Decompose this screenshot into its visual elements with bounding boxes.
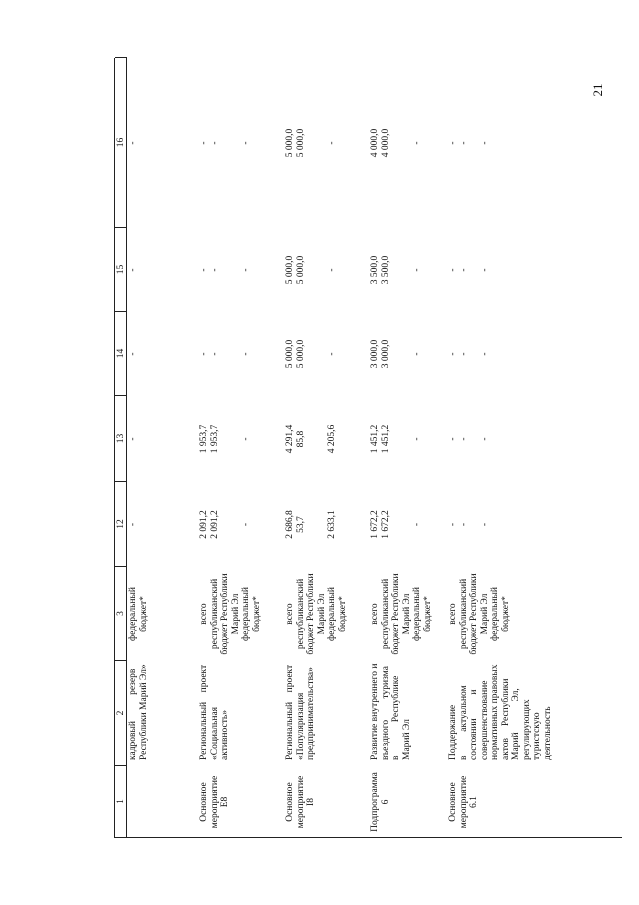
cell-line [317, 60, 328, 226]
cell-line: 5 000,0 [285, 128, 295, 158]
header-col-4: 12 [115, 481, 127, 566]
cell-line: - [327, 352, 337, 356]
value-cell-col-12 [199, 482, 252, 567]
cell-line: 3 500,0 [370, 255, 380, 285]
cell-line: - [412, 141, 422, 145]
cell-line: 5 000,0 [285, 339, 295, 369]
header-col-6: 14 [115, 311, 127, 395]
value-cell-col-13 [448, 396, 501, 482]
cell-line [231, 60, 242, 226]
cell-line: Марий Эл [230, 593, 241, 635]
cell-line: 2 091,2 [199, 510, 209, 539]
cell-line [231, 314, 242, 394]
header-col-2: 2 [115, 660, 127, 765]
value-cell-col-14 [128, 312, 139, 396]
cell-line [220, 230, 231, 310]
cell-line: - [448, 522, 458, 527]
value-cell-col-12 [285, 482, 338, 567]
cell-line: - [128, 522, 138, 527]
cell-line: - [448, 437, 458, 441]
cell-line: актов Республики [500, 678, 511, 760]
cell-line [391, 60, 402, 226]
cell-line: - [479, 352, 490, 356]
program-code-cell [285, 766, 317, 838]
cell-line: мероприятие [209, 775, 220, 829]
cell-line: - [327, 268, 337, 272]
cell-line: - [412, 352, 422, 356]
value-cell-col-12 [128, 482, 139, 567]
cell-line [317, 484, 328, 565]
header-col-5: 13 [115, 395, 127, 481]
cell-line [220, 484, 231, 565]
cell-line: - [458, 352, 469, 356]
cell-line: - [479, 268, 490, 272]
cell-line: федеральный [327, 587, 337, 641]
cell-line: 1 672,2 [370, 510, 380, 539]
cell-line: Поддержание [448, 704, 458, 760]
cell-line: бюджет* [422, 596, 433, 632]
cell-line: бюджет* [500, 596, 511, 632]
cell-line: «Социальная [209, 706, 220, 760]
value-cell-col-16 [448, 58, 501, 228]
cell-line: - [241, 522, 251, 527]
cell-line [317, 398, 328, 480]
cell-line: Республики Марий Эл» [138, 664, 149, 760]
cell-line: - [199, 352, 209, 356]
cell-line [391, 230, 402, 310]
cell-line [306, 230, 317, 310]
cell-line: 1 451,2 [380, 424, 391, 454]
program-name-cell [370, 663, 412, 762]
program-name-cell [285, 663, 317, 762]
table-rotation-frame [114, 58, 622, 838]
page-number: 21 [590, 83, 605, 97]
cell-line: 1 953,7 [209, 424, 220, 454]
cell-line: - [199, 141, 209, 145]
cell-line [317, 314, 328, 394]
cell-line: - [209, 268, 220, 272]
cell-line: предпринимательства» [306, 667, 316, 760]
cell-line: бюджет Республики [391, 573, 401, 655]
cell-line [402, 60, 413, 226]
cell-line: федеральный [412, 587, 422, 641]
cell-line: - [199, 268, 209, 272]
value-cell-col-14 [285, 312, 338, 396]
cell-line: бюджет Республики [469, 573, 479, 655]
cell-line: 1 672,2 [380, 510, 391, 539]
cell-line: 6.1 [469, 796, 479, 808]
cell-line: 4 000,0 [380, 128, 391, 158]
cell-line: Основное [199, 782, 209, 822]
header-col-1: 1 [115, 765, 127, 837]
cell-line: 5 000,0 [295, 339, 306, 369]
cell-line: Основное [448, 782, 458, 822]
cell-line: I8 [306, 798, 316, 806]
cell-line: 2 686,8 [285, 510, 295, 539]
cell-line: 1 953,7 [199, 424, 209, 454]
cell-line [469, 484, 480, 565]
cell-line: - [479, 437, 490, 441]
funding-source-cell [448, 567, 511, 661]
cell-line: 5 000,0 [285, 255, 295, 285]
funding-source-cell [285, 567, 348, 661]
value-cell-col-15 [199, 228, 252, 312]
cell-line [391, 314, 402, 394]
cell-line [306, 60, 317, 226]
cell-line: - [241, 141, 251, 145]
header-col-7: 15 [115, 227, 127, 311]
program-code-cell [448, 766, 480, 838]
cell-line [402, 230, 413, 310]
cell-line: Основное [285, 782, 295, 822]
cell-line: - [448, 268, 458, 272]
value-cell-col-14 [199, 312, 252, 396]
cell-line: Марий Эл [401, 719, 412, 760]
header-col-8: 16 [115, 57, 127, 227]
cell-line: 5 000,0 [295, 128, 306, 158]
cell-line: совершенствование [479, 680, 490, 760]
cell-line [402, 398, 413, 480]
value-cell-col-12 [448, 482, 501, 567]
cell-line [490, 398, 501, 480]
cell-line: - [448, 141, 458, 145]
value-cell-col-15 [128, 228, 139, 312]
cell-line: туристскую [532, 712, 542, 760]
cell-line [402, 484, 413, 565]
cell-line [231, 398, 242, 480]
cell-line [469, 398, 480, 480]
cell-line: 85,8 [295, 430, 306, 448]
program-name-cell [199, 663, 231, 762]
cell-line: - [128, 141, 138, 145]
cell-line: - [241, 437, 251, 441]
cell-line: - [412, 522, 422, 527]
cell-line: 3 000,0 [380, 339, 391, 369]
cell-line: всего [199, 603, 209, 625]
value-cell-col-15 [285, 228, 338, 312]
cell-line: бюджет Республики [306, 573, 316, 655]
cell-line: «Популяризация [295, 692, 306, 760]
cell-line: 4 000,0 [370, 128, 380, 158]
cell-line: - [479, 522, 490, 527]
cell-line: федеральный [241, 587, 251, 641]
cell-line: деятельность [542, 706, 553, 760]
funding-source-cell [370, 567, 433, 661]
cell-line: - [448, 352, 458, 356]
cell-line: Региональный проект [199, 664, 209, 760]
program-code-cell [199, 766, 231, 838]
cell-line: Марий Эл [401, 593, 412, 635]
cell-line: - [458, 522, 469, 527]
cell-line: федеральный [128, 587, 138, 641]
cell-line: 4 205,6 [327, 424, 337, 454]
value-cell-col-13 [285, 396, 338, 482]
header-col-3: 3 [115, 566, 127, 660]
value-cell-col-16 [285, 58, 338, 228]
funding-source-cell [128, 567, 149, 661]
cell-line: республиканский [209, 578, 220, 650]
cell-line: 1 451,2 [370, 424, 380, 454]
cell-line: Подпрограмма [370, 772, 380, 832]
cell-line: республиканский [458, 578, 469, 650]
value-cell-col-16 [370, 58, 423, 228]
cell-line: - [209, 352, 220, 356]
value-cell-col-14 [448, 312, 501, 396]
cell-line [490, 60, 501, 226]
cell-line: Марий Эл, [511, 688, 521, 760]
cell-line [306, 398, 317, 480]
cell-line: кадровый резерв [128, 668, 138, 760]
value-cell-col-13 [370, 396, 423, 482]
value-cell-col-15 [448, 228, 501, 312]
cell-line [402, 314, 413, 394]
program-name-cell [128, 663, 149, 762]
value-cell-col-15 [370, 228, 423, 312]
cell-line: мероприятие [295, 775, 306, 829]
cell-line: въездного туризма [380, 666, 391, 760]
cell-line: - [458, 437, 469, 441]
cell-line: Марий Эл [479, 593, 490, 635]
cell-line [490, 230, 501, 310]
cell-line [231, 484, 242, 565]
cell-line [469, 314, 480, 394]
cell-line: 53,7 [295, 516, 306, 533]
cell-line: 2 633,1 [327, 510, 337, 539]
cell-line [391, 398, 402, 480]
cell-line: федеральный [490, 587, 500, 641]
funding-source-cell [199, 567, 262, 661]
cell-line [490, 484, 501, 565]
cell-line [391, 484, 402, 565]
cell-line: - [241, 352, 251, 356]
cell-line: нормативных правовых [490, 664, 500, 760]
cell-line: - [412, 437, 422, 441]
cell-line: - [327, 141, 337, 145]
cell-line: - [128, 352, 138, 356]
cell-line: - [479, 141, 490, 145]
cell-line: бюджет* [138, 596, 149, 632]
value-cell-col-13 [128, 396, 139, 482]
cell-line: - [458, 268, 469, 272]
cell-line [469, 230, 480, 310]
cell-line: Марий Эл [316, 593, 327, 635]
cell-line [306, 314, 317, 394]
cell-line: республиканский [295, 578, 306, 650]
value-cell-col-16 [128, 58, 139, 228]
cell-line: всего [370, 603, 380, 625]
cell-line: 4 291,4 [285, 424, 295, 454]
cell-line: всего [448, 603, 458, 625]
cell-line: бюджет Республики [220, 573, 230, 655]
cell-line: бюджет* [251, 596, 262, 632]
cell-line: - [458, 141, 469, 145]
cell-line: 3 500,0 [380, 255, 391, 285]
cell-line: всего [285, 603, 295, 625]
cell-line: мероприятие [458, 775, 469, 829]
cell-line: E8 [220, 796, 230, 808]
value-cell-col-13 [199, 396, 252, 482]
cell-line: 6 [380, 799, 391, 805]
cell-line: Региональный проект [285, 664, 295, 760]
cell-line [317, 230, 328, 310]
cell-line [220, 60, 231, 226]
value-cell-col-16 [199, 58, 252, 228]
cell-line [231, 230, 242, 310]
cell-line: 2 091,2 [209, 510, 220, 539]
budget-table [114, 58, 622, 838]
value-cell-col-12 [370, 482, 423, 567]
cell-line [220, 314, 231, 394]
cell-line: - [412, 268, 422, 272]
cell-line [306, 484, 317, 565]
cell-line: Развитие внутреннего и [370, 663, 380, 760]
value-cell-col-14 [370, 312, 423, 396]
cell-line: в Республике [391, 675, 401, 760]
program-code-cell [370, 766, 391, 838]
cell-line: - [209, 141, 220, 145]
cell-line [469, 60, 480, 226]
cell-line: в актуальном [458, 685, 469, 760]
cell-line [220, 398, 231, 480]
cell-line: - [241, 268, 251, 272]
cell-line: состоянии и [469, 689, 479, 760]
program-name-cell [448, 663, 553, 762]
table-header-row [114, 58, 126, 838]
cell-line: регулирующих [521, 699, 532, 760]
cell-line: 3 000,0 [370, 339, 380, 369]
cell-line: бюджет* [337, 596, 348, 632]
cell-line: республиканский [380, 578, 391, 650]
cell-line: - [128, 268, 138, 272]
cell-line: 5 000,0 [295, 255, 306, 285]
cell-line: - [128, 437, 138, 441]
cell-line [490, 314, 501, 394]
cell-line: активность» [220, 710, 230, 760]
